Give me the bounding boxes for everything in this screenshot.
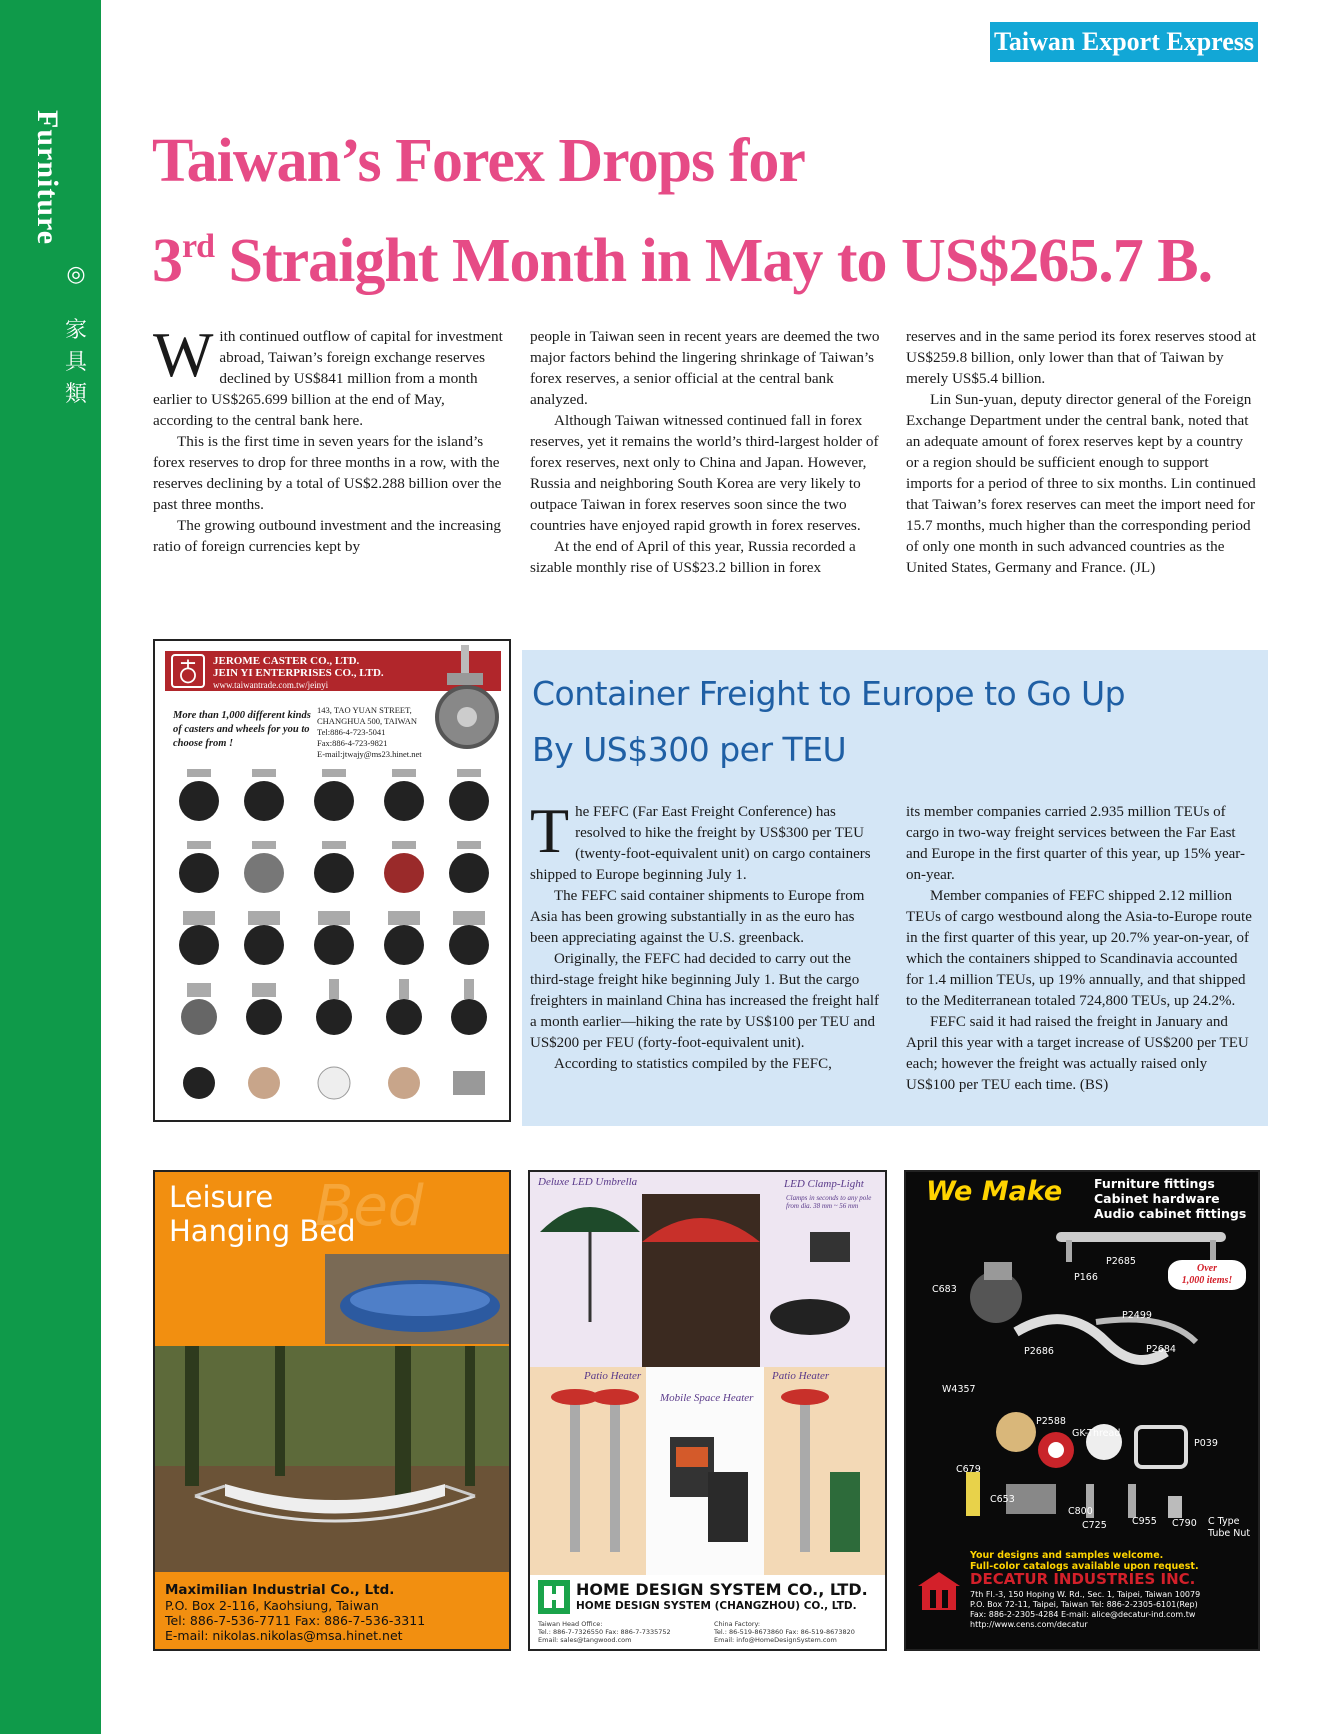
label-mobile-space-heater: Mobile Space Heater [660, 1392, 754, 1404]
article-column-2 [530, 326, 882, 578]
article-paragraph: people in Taiwan seen in recent years are deemed the two major factors behind the lingering shrinkage of Taiwan’s forex reserves, a senior official at the central bank analyzed. [530, 328, 880, 408]
bed-title-line2: Hanging Bed [169, 1214, 356, 1248]
home-factory-label: China Factory: [714, 1620, 761, 1628]
freight-paragraph: its member companies carried 2.935 million TEUs of cargo in two-way freight services between the Far East and Europe in the first quarter of this year, up 15% year-on-year. [906, 804, 1245, 883]
section-symbol: ◎ [66, 261, 86, 286]
product-code: C683 [932, 1284, 957, 1295]
headline-ordinal: 3 [152, 227, 182, 295]
section-label: Furniture [31, 110, 64, 246]
bed-address: P.O. Box 2-116, Kaohsiung, Taiwan [165, 1598, 379, 1613]
article-paragraph: reserves and in the same period its forex reserves stood at US$259.8 billion, only lower than that of Taiwan by merely US$5.4 billion. [906, 328, 1257, 387]
home-taiwan-office [538, 1620, 671, 1644]
decatur-advertisement [904, 1170, 1260, 1651]
product-code: C800 [1068, 1506, 1093, 1517]
dec-address-line: P.O. Box 72-11, Taipei, Taiwan Tel: 886-2-2305-6101(Rep) [970, 1600, 1198, 1609]
caster-row-1 [179, 781, 489, 821]
decatur-logo-icon [916, 1570, 962, 1612]
article-paragraph: With continued outflow of capital for investment abroad, Taiwan’s foreign exchange reserves declined by US$841 million from a month earlier to US$265.699 billion at the end of May, according to the central bank here. [153, 319, 503, 429]
caster-row-4 [181, 999, 487, 1035]
label-patio-heater-2: Patio Heater [772, 1370, 830, 1382]
caster-website: www.taiwantrade.com.tw/jeinyi [213, 680, 329, 690]
freight-paragraph: FEFC said it had raised the freight in January and April this year with a target increase of US$200 per TEU each; however the freight was actually raised only US$100 per TEU each time. (BS) [906, 1014, 1249, 1093]
hanging-bed-advertisement [153, 1170, 511, 1651]
home-design-logo-icon [538, 1580, 570, 1614]
bed-company-info [165, 1582, 505, 1643]
bed-ad-title [169, 1180, 356, 1248]
product-code: P2684 [1146, 1344, 1176, 1355]
product-code: P2499 [1122, 1310, 1152, 1321]
caster-slogan: More than 1,000 different kinds of casters and wheels for you to choose from ! [173, 710, 311, 749]
product-code: C790 [1172, 1518, 1197, 1529]
caster-email: E-mail:jtwajy@ms23.hinet.net [317, 749, 422, 759]
caster-row-3 [179, 925, 489, 965]
dec-address [970, 1590, 1200, 1630]
article-paragraph: At the end of April of this year, Russia recorded a sizable monthly rise of US$23.2 billion in forex [530, 538, 856, 576]
caster-fax: Fax:886-4-723-9821 [317, 738, 388, 748]
headline [152, 118, 1272, 304]
dec-note-line: Your designs and samples welcome. [970, 1550, 1164, 1561]
caster-advertisement [153, 639, 511, 1122]
headline-ordinal-suffix: rd [182, 228, 214, 265]
dec-note [970, 1550, 1199, 1572]
freight-title [532, 666, 1252, 778]
caster-tel: Tel:886-4-723-5041 [317, 727, 386, 737]
dec-we-make: We Make [926, 1176, 1063, 1207]
product-code: Tube Nut [1208, 1528, 1251, 1539]
home-factory-contact: Tel.: 86-519-8673860 Fax: 86-519-8673820 [714, 1628, 855, 1636]
dec-tagline [1094, 1176, 1246, 1221]
product-code: GK-Thread [1072, 1428, 1121, 1439]
headline-rest: Straight Month in May to US$265.7 B. [214, 227, 1213, 295]
dec-badge-line: Over [1197, 1263, 1217, 1274]
freight-article-box [522, 650, 1268, 1126]
article-column-1 [153, 319, 505, 557]
bed-company-name: Maximilian Industrial Co., Ltd. [165, 1582, 395, 1598]
product-code: W4357 [942, 1384, 976, 1395]
home-office-label: Taiwan Head Office: [538, 1620, 603, 1628]
freight-paragraph: According to statistics compiled by the FEFC, [554, 1056, 832, 1072]
hanging-bed-photo [155, 1346, 509, 1572]
product-code: P2686 [1024, 1346, 1054, 1357]
product-code: P166 [1074, 1272, 1098, 1283]
freight-column-1 [530, 795, 880, 1075]
home-company-1: HOME DESIGN SYSTEM CO., LTD. [576, 1580, 868, 1599]
publication-banner: Taiwan Export Express [990, 22, 1258, 62]
caster-company-1: JEROME CASTER CO., LTD. [213, 655, 360, 667]
article-paragraph: Although Taiwan witnessed continued fall in forex reserves, yet it remains the world’s third-largest holder of forex reserves, next only to China and Japan. However, Russia and neighboring South Korea are very likely to outpace Taiwan in forex reserves soon since the two countries have enjoyed rapid growth in forex reserves. [530, 412, 879, 534]
bed-carry-bag-image [325, 1254, 511, 1344]
label-led-umbrella: Deluxe LED Umbrella [538, 1176, 638, 1188]
headline-line2 [152, 204, 1272, 304]
dec-tag-line: Audio cabinet fittings [1094, 1206, 1247, 1221]
article-column-3 [906, 326, 1258, 578]
freight-column-2 [906, 802, 1256, 1096]
dec-note-line: Full-color catalogs available upon request. [970, 1561, 1199, 1572]
dec-address-line: Fax: 886-2-2305-4284 E-mail: alice@decatur-ind.com.tw [970, 1610, 1196, 1619]
dec-badge-line: 1,000 items! [1181, 1275, 1233, 1286]
product-code: C955 [1132, 1516, 1157, 1527]
dec-address-line: 7th Fl.-3, 150 Hoping W. Rd., Sec. 1, Taipei, Taiwan 10079 [970, 1590, 1201, 1599]
dec-company-name: DECATUR INDUSTRIES INC. [970, 1570, 1196, 1588]
article-paragraph: Lin Sun-yuan, deputy director general of the Foreign Exchange Department under the central bank, noted that an adequate amount of forex reserves kept by a country or a region should be sufficient enough to support imports for a period of three to six months. Lin continued that Taiwan’s forex reserves can meet the import need for 15.7 months, much higher than the corresponding period of only one month in such advanced countries as the United States, Germany and France. (JL) [906, 391, 1256, 576]
product-code: P2588 [1036, 1416, 1066, 1427]
section-cjk-label: 家具類 [64, 317, 87, 406]
bed-phone: Tel: 886-7-536-7711 Fax: 886-7-536-3311 [165, 1613, 426, 1628]
article-paragraph: The growing outbound investment and the increasing ratio of foreign currencies kept by [153, 517, 501, 555]
dec-tag-line: Cabinet hardware [1094, 1191, 1220, 1206]
product-code: P039 [1194, 1438, 1218, 1449]
freight-title-line1: Container Freight to Europe to Go Up [532, 674, 1126, 713]
freight-paragraph: The FEFC said container shipments to Europe from Asia has been growing substantially in as the euro has been appreciating against the U.S. greenback. [530, 888, 865, 946]
freight-paragraph: The FEFC (Far East Freight Conference) has resolved to hike the freight by US$300 per TEU (twenty-foot-equivalent unit) on cargo containers shipped to Europe beginning July 1. [530, 795, 871, 883]
article-paragraph: This is the first time in seven years for the island’s forex reserves to drop for three months in a row, with the reserves declining by a total of US$2.288 billion over the past three months. [153, 433, 502, 513]
home-office-email: Email: sales@tangwood.com [538, 1636, 632, 1644]
freight-paragraph: Member companies of FEFC shipped 2.12 million TEUs of cargo westbound along the Asia-to-Europe route in the first quarter of this year, up 20.7% year-on-year, of which the containers shipped to Scandinavia accounted for 1.4 million TEUs, up 19% annually, and that shipped to the Mediterranean totaled 724,800 TEUs, up 24.2%. [906, 888, 1252, 1009]
bed-email: E-mail: nikolas.nikolas@msa.hinet.net [165, 1628, 403, 1643]
drop-cap: W [153, 319, 214, 390]
drop-cap: T [530, 795, 570, 866]
caster-row-2 [179, 853, 489, 893]
caster-logo-icon [171, 654, 205, 688]
label-patio-heater-1: Patio Heater [584, 1370, 642, 1382]
caster-company-2: JEIN YI ENTERPRISES CO., LTD. [213, 667, 384, 679]
label-clamp-note: Clamps in seconds to any pole from dia. 38 mm ~ 56 mm [786, 1194, 872, 1210]
caster-address-line: CHANGHUA 500, TAIWAN [317, 716, 417, 726]
product-code: C Type [1208, 1516, 1240, 1527]
caster-address-line: 143, TAO YUAN STREET, [317, 705, 412, 715]
caster-row-5 [183, 1067, 485, 1099]
bed-ghost-text: Bed [315, 1174, 424, 1239]
bed-title-line1: Leisure [169, 1180, 274, 1214]
home-factory-email: Email: info@HomeDesignSystem.com [714, 1636, 837, 1644]
product-code: C725 [1082, 1520, 1107, 1531]
caster-product-grid [169, 761, 499, 1111]
product-code: C679 [956, 1464, 981, 1475]
dec-tag-line: Furniture fittings [1094, 1176, 1215, 1191]
caster-hero-icon [425, 645, 503, 755]
home-company-2: HOME DESIGN SYSTEM (CHANGZHOU) CO., LTD. [576, 1600, 857, 1612]
home-office-contact: Tel.: 886-7-7326550 Fax: 886-7-7335752 [538, 1628, 671, 1636]
home-china-factory [714, 1620, 855, 1644]
home-design-advertisement [528, 1170, 887, 1651]
label-led-clamp-light: LED Clamp-Light [784, 1178, 864, 1190]
product-code: C653 [990, 1494, 1015, 1505]
freight-title-line2: By US$300 per TEU [532, 730, 847, 769]
headline-line1: Taiwan’s Forex Drops for [152, 127, 805, 195]
dec-items-badge [1168, 1260, 1246, 1290]
freight-paragraph: Originally, the FEFC had decided to carry out the third-stage freight hike beginning July 1. But the cargo freighters in mainland China has increased the freight half a month earlier—hiking the rate by US$100 per TEU and US$200 per FEU (forty-foot-equivalent unit). [530, 951, 880, 1051]
product-code: P2685 [1106, 1256, 1136, 1267]
dec-website: http://www.cens.com/decatur [970, 1620, 1088, 1629]
